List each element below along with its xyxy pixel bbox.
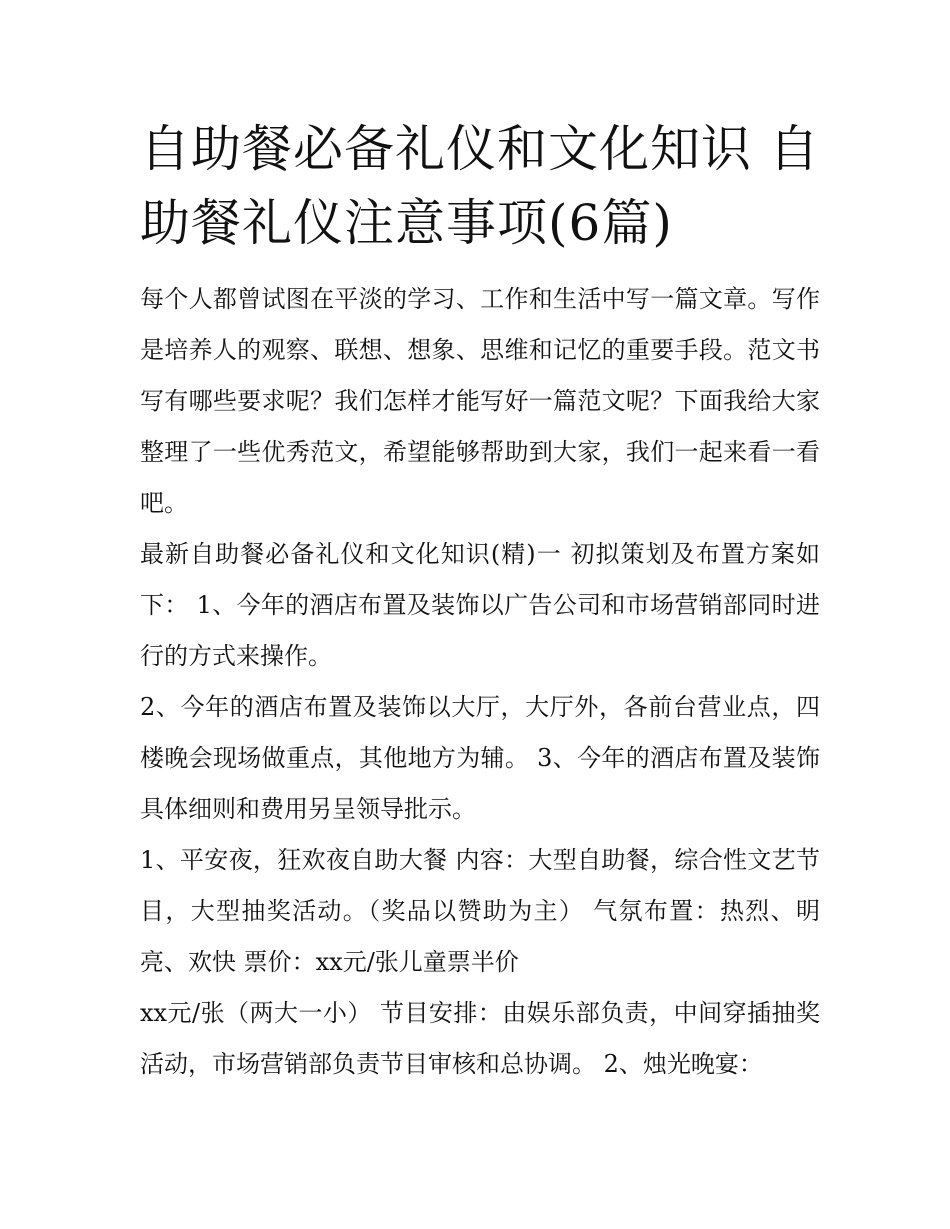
document-title: 自助餐必备礼仪和文化知识 自助餐礼仪注意事项(6篇): [140, 120, 820, 252]
plan-paragraph: 最新自助餐必备礼仪和文化知识(精)一 初拟策划及布置方案如下： 1、今年的酒店布置及装饰以广告公司和市场营销部同时进行的方式来操作。: [140, 540, 820, 670]
christmas-eve-paragraph: 1、平安夜，狂欢夜自助大餐 内容：大型自助餐，综合性文艺节目，大型抽奖活动。（奖品以赞助为主） 气氛布置：热烈、明亮、欢快 票价：xx元/张儿童票半价: [140, 846, 820, 976]
program-paragraph: xx元/张（两大一小） 节目安排：由娱乐部负责，中间穿插抽奖活动，市场营销部负责节目审核和总协调。 2、烛光晚宴：: [140, 999, 820, 1078]
decoration-paragraph: 2、今年的酒店布置及装饰以大厅，大厅外，各前台营业点，四楼晚会现场做重点，其他地方为辅。 3、今年的酒店布置及装饰具体细则和费用另呈领导批示。: [140, 693, 820, 823]
document-body: [140, 274, 820, 1090]
document-page: [140, 112, 820, 1090]
intro-paragraph: 每个人都曾试图在平淡的学习、工作和生活中写一篇文章。写作是培养人的观察、联想、想象、思维和记忆的重要手段。范文书写有哪些要求呢？我们怎样才能写好一篇范文呢？下面我给大家整理了一些优秀范文，希望能够帮助到大家，我们一起来看一看吧。: [140, 285, 820, 517]
